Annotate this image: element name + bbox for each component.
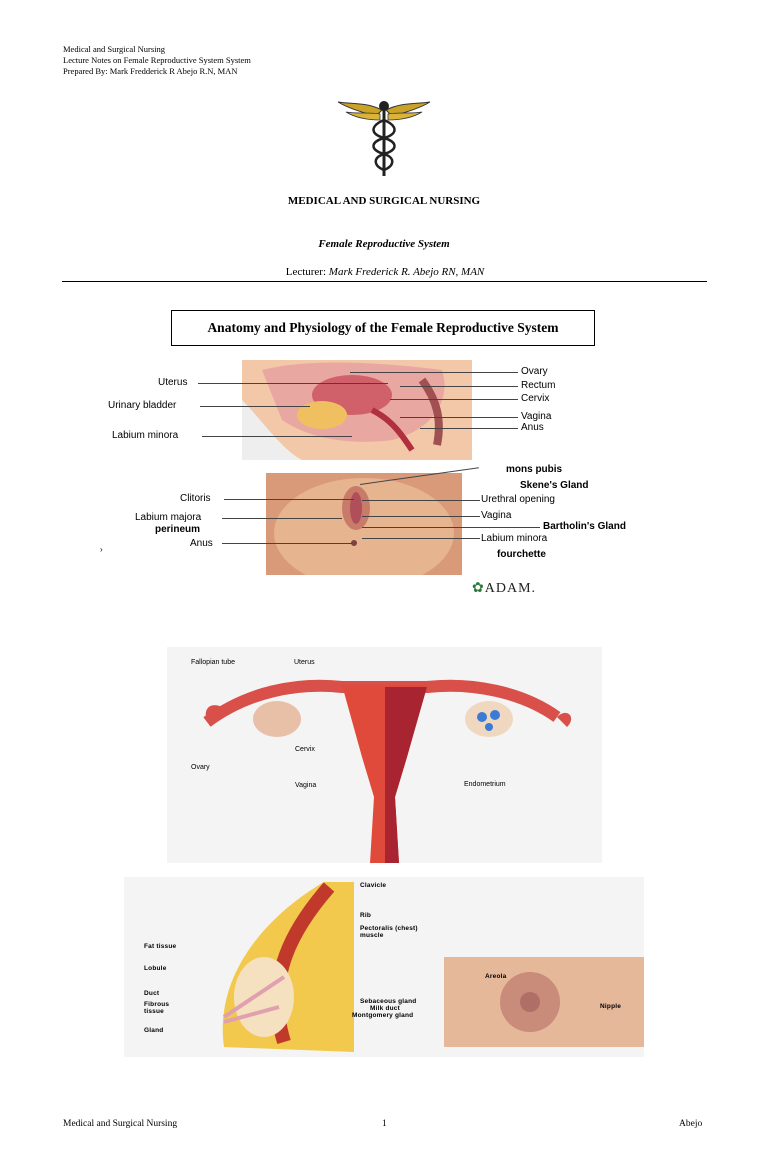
label-cervix-sagittal: Cervix bbox=[521, 393, 550, 404]
footer-page-number: 1 bbox=[382, 1119, 387, 1129]
label-vagina-frontal: Vagina bbox=[295, 782, 317, 789]
adam-brand: ADAM. bbox=[484, 581, 537, 596]
label-lobule: Lobule bbox=[144, 965, 167, 972]
label-endometrium: Endometrium bbox=[464, 781, 506, 788]
lecturer-prefix: Lecturer: bbox=[285, 266, 329, 278]
label-urinary-bladder: Urinary bladder bbox=[108, 400, 177, 411]
label-clavicle: Clavicle bbox=[360, 882, 387, 889]
label-urethral-opening: Urethral opening bbox=[481, 494, 555, 505]
document-title: MEDICAL AND SURGICAL NURSING bbox=[287, 195, 481, 207]
external-genitalia-image bbox=[266, 473, 462, 575]
areola-image bbox=[444, 957, 644, 1047]
label-fat-tissue: Fat tissue bbox=[144, 943, 177, 950]
label-vagina-external: Vagina bbox=[481, 510, 512, 521]
label-fourchette: fourchette bbox=[497, 549, 546, 560]
label-labium-majora: Labium majora bbox=[135, 512, 202, 523]
footer-left: Medical and Surgical Nursing bbox=[63, 1119, 178, 1129]
header-topic: Lecture Notes on Female Reproductive System System bbox=[63, 55, 251, 65]
document-subtitle: Female Reproductive System bbox=[318, 238, 450, 250]
figure-uterus bbox=[167, 647, 602, 863]
label-uterus-frontal: Uterus bbox=[294, 659, 315, 666]
label-nipple: Nipple bbox=[600, 1003, 622, 1010]
label-fibrous-tissue: Fibrous tissue bbox=[144, 1001, 170, 1015]
label-montgomery-gland: Montgomery gland bbox=[352, 1012, 414, 1019]
document-header bbox=[63, 44, 251, 77]
uterus-image bbox=[167, 647, 602, 863]
label-clitoris: Clitoris bbox=[180, 493, 211, 504]
adam-logo bbox=[472, 580, 536, 597]
label-rib: Rib bbox=[360, 912, 372, 919]
stray-mark: › bbox=[100, 545, 103, 554]
label-uterus: Uterus bbox=[158, 377, 188, 388]
sagittal-section-image bbox=[242, 360, 472, 460]
lecturer-line bbox=[240, 266, 530, 278]
label-anus-external: Anus bbox=[190, 538, 213, 549]
leaf-icon: ✿ bbox=[472, 581, 485, 596]
label-pectoralis-muscle: Pectoralis (chest) muscle bbox=[360, 925, 418, 939]
label-milk-duct: Milk duct bbox=[370, 1005, 400, 1012]
label-gland: Gland bbox=[144, 1027, 164, 1034]
lecturer-name: Mark Frederick R. Abejo RN, MAN bbox=[328, 266, 485, 278]
label-areola: Areola bbox=[485, 973, 507, 980]
header-course: Medical and Surgical Nursing bbox=[63, 44, 166, 54]
label-sebaceous-gland: Sebaceous gland bbox=[360, 998, 417, 1005]
figure-breast bbox=[124, 877, 644, 1057]
header-author: Prepared By: Mark Fredderick R Abejo R.N, MAN bbox=[63, 66, 238, 76]
label-fallopian-tube: Fallopian tube bbox=[191, 659, 235, 666]
label-vagina-sagittal: Vagina bbox=[521, 411, 552, 422]
section-title: Anatomy and Physiology of the Female Reproductive System bbox=[207, 320, 559, 335]
label-bartholins-gland: Bartholin's Gland bbox=[543, 521, 626, 532]
title-rule bbox=[62, 281, 707, 282]
label-ovary-frontal: Ovary bbox=[191, 764, 210, 771]
caduceus-logo bbox=[336, 96, 432, 178]
label-labium-minora-external: Labium minora bbox=[481, 533, 548, 544]
label-anus-sagittal: Anus bbox=[521, 422, 544, 433]
section-title-box bbox=[171, 310, 595, 346]
label-cervix-frontal: Cervix bbox=[295, 746, 315, 753]
label-labium-minora-sagittal: Labium minora bbox=[112, 430, 179, 441]
figure-external-anatomy bbox=[100, 360, 660, 600]
label-perineum: perineum bbox=[155, 524, 201, 535]
label-ovary-sagittal: Ovary bbox=[521, 366, 548, 377]
label-skenes-gland: Skene's Gland bbox=[520, 480, 589, 491]
breast-cross-section-image bbox=[204, 877, 364, 1057]
footer-right: Abejo bbox=[679, 1119, 703, 1129]
label-duct: Duct bbox=[144, 990, 160, 997]
label-rectum: Rectum bbox=[521, 380, 556, 391]
label-mons-pubis: mons pubis bbox=[506, 464, 563, 475]
